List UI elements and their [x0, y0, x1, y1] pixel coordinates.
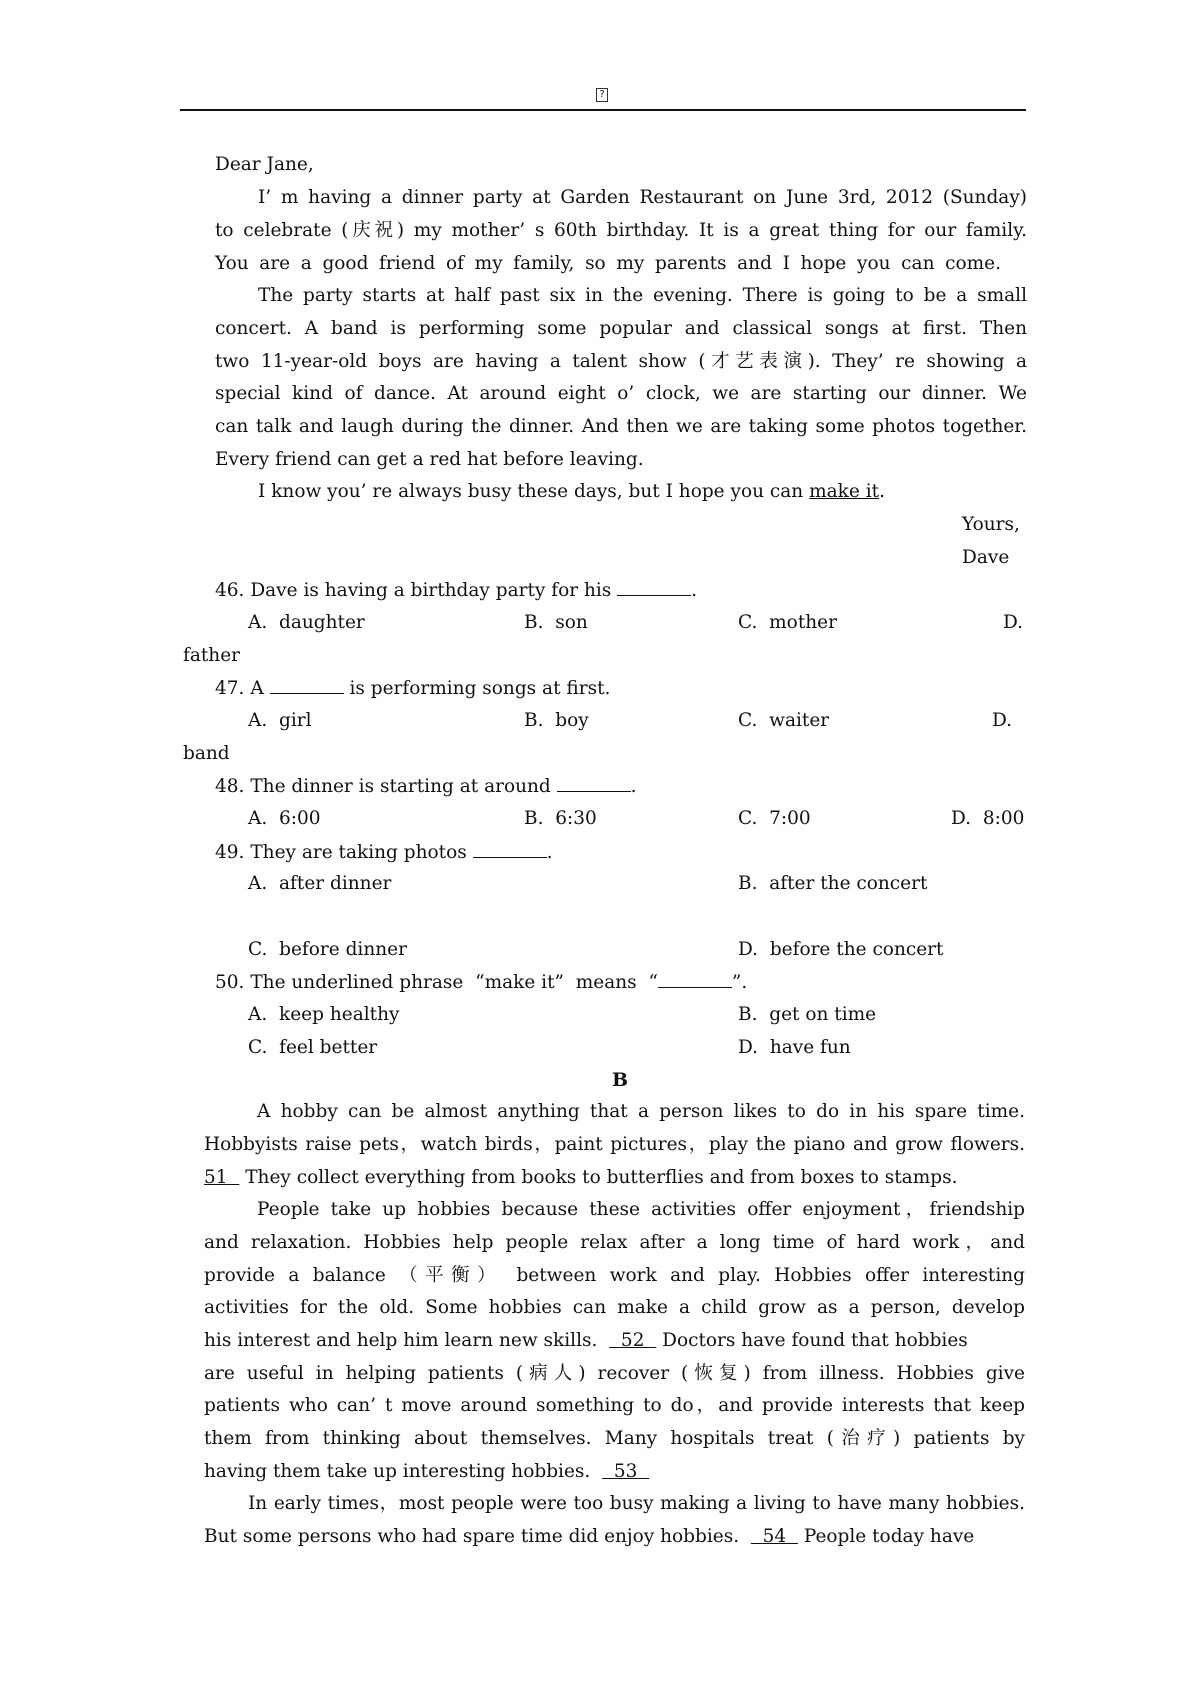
- option-a: A. keep healthy: [248, 1004, 400, 1025]
- option-b: B. boy: [524, 710, 589, 731]
- letter-line: I’ m having a dinner party at Garden Restaurant on June 3rd, 2012 (Sunday): [258, 187, 1027, 208]
- letter-line: The party starts at half past six in the evening. There is going to be a small: [258, 285, 1027, 306]
- passage-line: patients who can’ t move around something to do，and provide interests that keep: [204, 1395, 1025, 1416]
- cloze-blank-51: 51: [204, 1167, 228, 1188]
- passage-text: But some persons who had spare time did enjoy hobbies.: [204, 1526, 751, 1547]
- option-c: C. waiter: [738, 710, 830, 731]
- letter-line: to celebrate (庆祝) my mother’ s 60th birthday. It is a great thing for our family.: [215, 220, 1027, 241]
- question-number: 46.: [215, 580, 245, 601]
- letter-line: special kind of dance. At around eight o’ clock, we are starting our dinner. We: [215, 383, 1027, 404]
- option-b: B. 6:30: [524, 808, 597, 829]
- passage-line: [204, 1525, 974, 1549]
- question-49: [215, 840, 553, 865]
- letter-signature: Dave: [962, 547, 1010, 568]
- question-50: [215, 970, 747, 995]
- question-46: [215, 578, 697, 603]
- cloze-blank-number: 52: [620, 1330, 645, 1351]
- option-c: C. before dinner: [248, 939, 407, 960]
- passage-line: provide a balance （平衡） between work and play. Hobbies offer interesting: [204, 1265, 1025, 1286]
- question-number: 47.: [215, 678, 245, 699]
- answer-blank: [270, 676, 344, 694]
- passage-line: [204, 1166, 957, 1190]
- passage-line: Hobbyists raise pets，watch birds，paint pictures，play the piano and grow flowers.: [204, 1134, 1025, 1155]
- question-47: [215, 676, 610, 701]
- passage-text: People today have: [797, 1526, 975, 1547]
- option-d-wrapped: band: [183, 743, 230, 764]
- question-stem: .: [630, 776, 637, 797]
- answer-blank: [658, 970, 732, 988]
- option-c: C. 7:00: [738, 808, 811, 829]
- option-d-wrapped: father: [183, 645, 241, 666]
- underlined-phrase: make it: [809, 481, 880, 502]
- question-stem: Dave is having a birthday party for his: [250, 580, 618, 601]
- letter-text: .: [879, 481, 885, 502]
- letter-line: concert. A band is performing some popular and classical songs at first. Then: [215, 318, 1027, 339]
- letter-closing-sentence: [258, 480, 885, 504]
- question-number: 50.: [215, 972, 245, 993]
- answer-blank: [473, 840, 547, 858]
- option-d: D. have fun: [738, 1037, 851, 1058]
- passage-text: They collect everything from books to butterflies and from boxes to stamps.: [239, 1167, 958, 1188]
- question-stem: A: [250, 678, 270, 699]
- question-stem: ”.: [731, 972, 748, 993]
- letter-line: can talk and laugh during the dinner. And then we are taking some photos together.: [215, 416, 1027, 437]
- cloze-blank-54: [751, 1526, 798, 1547]
- cloze-blank-52: [609, 1330, 656, 1351]
- passage-line: [204, 1329, 968, 1353]
- cloze-blank-number: 54: [762, 1526, 787, 1547]
- option-d: D.: [992, 710, 1013, 731]
- option-a: A. daughter: [248, 612, 365, 633]
- letter-valediction: Yours,: [962, 514, 1020, 535]
- question-stem: .: [546, 842, 553, 863]
- letter-greeting: Dear Jane,: [215, 154, 314, 175]
- option-b: B. son: [524, 612, 588, 633]
- section-heading: B: [611, 1069, 629, 1091]
- passage-line: In early times，most people were too busy making a living to have many hobbies.: [248, 1493, 1025, 1514]
- passage-line: activities for the old. Some hobbies can make a child grow as a person, develop: [204, 1297, 1025, 1318]
- option-d: D. before the concert: [738, 939, 944, 960]
- passage-text: having them take up interesting hobbies.: [204, 1461, 603, 1482]
- question-number: 49.: [215, 842, 245, 863]
- answer-blank: [617, 578, 691, 596]
- question-stem: They are taking photos: [250, 842, 473, 863]
- cloze-blank-pad: [228, 1167, 240, 1188]
- answer-blank: [557, 774, 631, 792]
- passage-text: Doctors have found that hobbies: [656, 1330, 968, 1351]
- header-rule: [180, 109, 1026, 111]
- option-a: A. after dinner: [248, 873, 392, 894]
- header-placeholder-glyph: ?: [596, 88, 608, 102]
- letter-line: Every friend can get a red hat before leaving.: [215, 449, 644, 470]
- question-stem: is performing songs at first.: [343, 678, 611, 699]
- option-d: D. 8:00: [951, 808, 1025, 829]
- option-a: A. girl: [248, 710, 312, 731]
- question-48: [215, 774, 637, 799]
- passage-line: are useful in helping patients (病人) recover (恢复) from illness. Hobbies give: [204, 1363, 1025, 1384]
- cloze-blank-53: [602, 1461, 649, 1482]
- question-stem: The dinner is starting at around: [250, 776, 557, 797]
- passage-line: [204, 1460, 649, 1484]
- letter-line: two 11-year-old boys are having a talent show (才艺表演). They’ re showing a: [215, 351, 1027, 372]
- passage-text: his interest and help him learn new skills.: [204, 1330, 610, 1351]
- passage-line: A hobby can be almost anything that a person likes to do in his spare time.: [257, 1101, 1025, 1122]
- option-c: C. feel better: [248, 1037, 378, 1058]
- option-b: B. after the concert: [738, 873, 928, 894]
- question-stem: .: [691, 580, 698, 601]
- option-a: A. 6:00: [248, 808, 321, 829]
- option-c: C. mother: [738, 612, 837, 633]
- question-number: 48.: [215, 776, 245, 797]
- question-stem: The underlined phrase “make it” means “: [250, 972, 658, 993]
- option-d: D.: [1003, 612, 1024, 633]
- letter-line: You are a good friend of my family, so my parents and I hope you can come.: [215, 253, 1001, 274]
- passage-line: them from thinking about themselves. Many hospitals treat (治疗) patients by: [204, 1428, 1025, 1449]
- letter-text: I know you’ re always busy these days, but I hope you can: [258, 481, 810, 502]
- passage-line: and relaxation. Hobbies help people relax after a long time of hard work，and: [204, 1232, 1025, 1253]
- passage-line: People take up hobbies because these activities offer enjoyment，friendship: [257, 1199, 1025, 1220]
- option-b: B. get on time: [738, 1004, 877, 1025]
- cloze-blank-number: 53: [613, 1461, 638, 1482]
